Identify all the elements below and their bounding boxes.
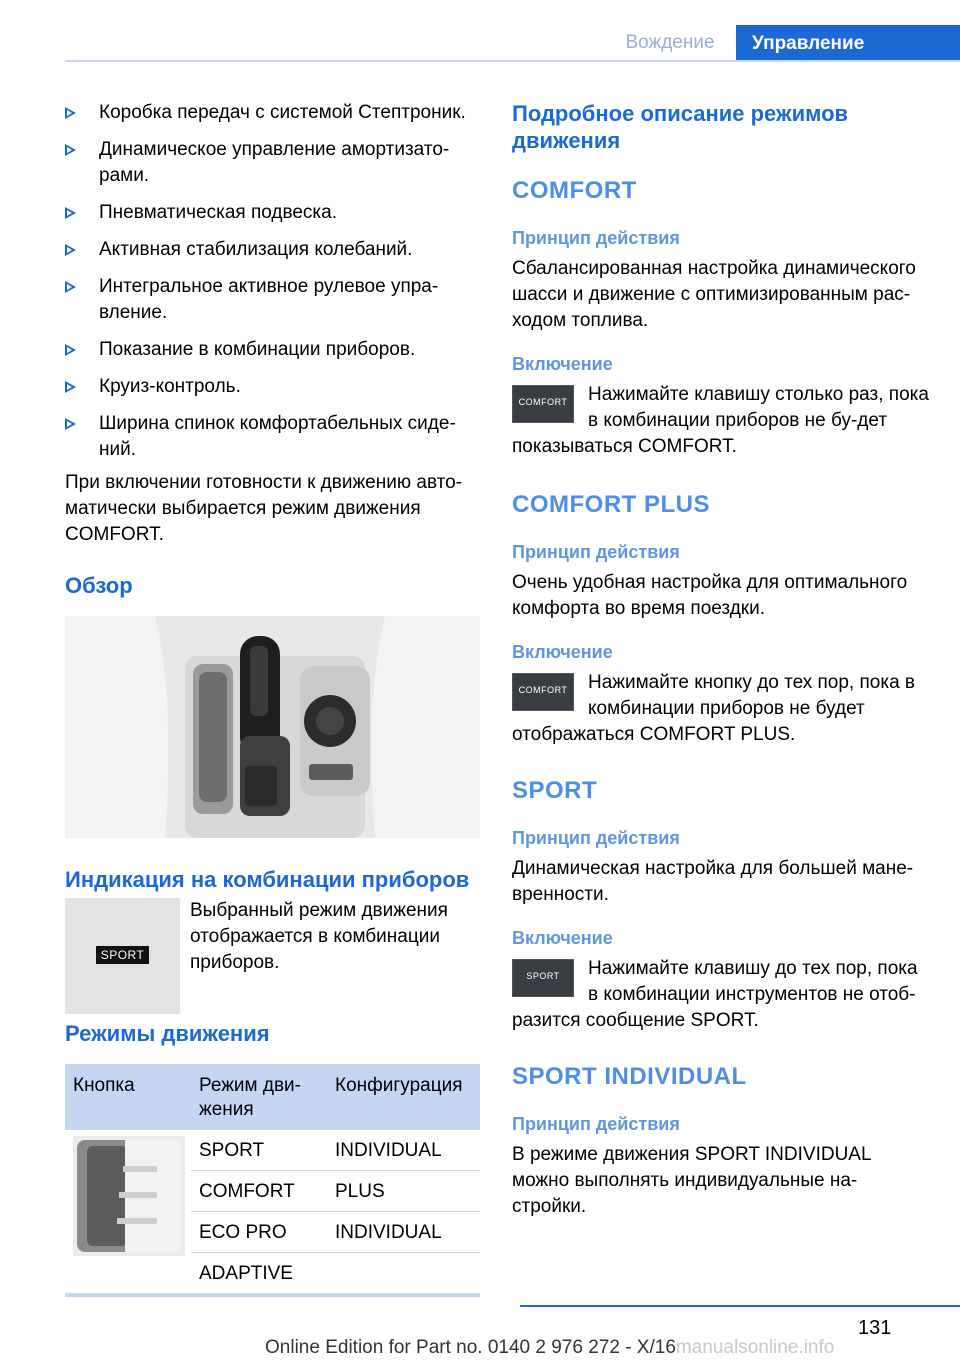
section-comfort-plus-heading: COMFORT PLUS	[512, 491, 710, 518]
comfort-button-image	[512, 673, 574, 711]
table-bottom-rule	[65, 1293, 480, 1297]
sport-indicator-badge: SPORT	[96, 946, 149, 964]
table-row	[65, 1130, 480, 1171]
activation-label: Включение	[512, 928, 613, 948]
triangle-bullet-icon	[65, 381, 76, 393]
modes-heading: Режимы движения	[65, 1021, 270, 1046]
button-image-cell	[65, 1130, 191, 1293]
details-heading: Подробное описание режимов движения	[512, 101, 849, 153]
page-number: 131	[858, 1317, 892, 1339]
config-cell: INDIVIDUAL	[327, 1212, 480, 1253]
mode-cell: COMFORT	[191, 1171, 327, 1212]
config-cell: INDIVIDUAL	[327, 1130, 480, 1171]
triangle-bullet-icon	[65, 344, 76, 356]
list-item: Динамическое управление амортизато-рами.	[65, 137, 480, 189]
button-label: SPORT	[526, 971, 560, 981]
overview-heading: Обзор	[65, 573, 133, 598]
center-console-photo	[65, 616, 480, 838]
triangle-bullet-icon	[65, 207, 76, 219]
activation-text: Нажимайте клавишу столько раз, пока в комбинации приборов не бу-дет показываться COMFORT.	[512, 384, 929, 457]
principle-text: Очень удобная настройка для оптимального комфорта во время поездки.	[512, 572, 908, 619]
principle-text: В режиме движения SPORT INDIVIDUAL можно выполнять индивидуальные на-стройки.	[512, 1144, 871, 1217]
indication-heading: Индикация на комбинации приборов	[65, 867, 470, 892]
triangle-bullet-icon	[65, 418, 76, 430]
button-label: COMFORT	[518, 685, 568, 695]
section-sport-heading: SPORT	[512, 777, 598, 804]
mode-cell: SPORT	[191, 1130, 327, 1171]
right-column	[512, 100, 930, 1220]
config-cell	[327, 1253, 480, 1294]
config-cell: PLUS	[327, 1171, 480, 1212]
principle-label: Принцип действия	[512, 1114, 680, 1134]
triangle-bullet-icon	[65, 281, 76, 293]
watermark: manualsonline.info	[675, 1337, 835, 1358]
list-item: Активная стабилизация колебаний.	[65, 237, 480, 263]
activation-text: Нажимайте клавишу до тех пор, пока в комбинации инструментов не отоб-разится сообщение SPORT.	[512, 958, 918, 1031]
mode-cell: ECO PRO	[191, 1212, 327, 1253]
column-header: Конфигурация	[327, 1064, 480, 1130]
comfort-button-image	[512, 385, 574, 423]
principle-text: Сбалансированная настройка динамического шасси и движение с оптимизированным рас-ходом топлива.	[512, 258, 916, 331]
indication-text: Выбранный режим движения отображается в комбинации приборов.	[190, 900, 448, 973]
list-item: Круиз-контроль.	[65, 374, 480, 400]
principle-label: Принцип действия	[512, 828, 680, 848]
footer-divider	[520, 1305, 960, 1307]
list-item: Показание в комбинации приборов.	[65, 337, 480, 363]
activation-label: Включение	[512, 354, 613, 374]
instrument-cluster-image	[65, 898, 180, 1014]
button-label: COMFORT	[518, 397, 568, 407]
list-item: Интегральное активное рулевое упра-вление.	[65, 274, 480, 326]
feature-list	[65, 100, 480, 463]
activation-text: Нажимайте кнопку до тех пор, пока в комбинации приборов не будет отображаться COMFORT PLUS.	[512, 672, 916, 745]
column-header: Кнопка	[65, 1064, 191, 1130]
triangle-bullet-icon	[65, 144, 76, 156]
tab-driving[interactable]: Вождение	[625, 32, 715, 53]
tab-controls[interactable]: Управление	[736, 25, 960, 62]
header-divider	[65, 60, 960, 62]
section-sport-individual-heading: SPORT INDIVIDUAL	[512, 1063, 747, 1090]
mode-buttons-photo	[73, 1136, 185, 1256]
principle-label: Принцип действия	[512, 542, 680, 562]
activation-block	[512, 670, 930, 748]
triangle-bullet-icon	[65, 107, 76, 119]
modes-table	[65, 1064, 480, 1293]
activation-label: Включение	[512, 642, 613, 662]
principle-label: Принцип действия	[512, 228, 680, 248]
triangle-bullet-icon	[65, 244, 76, 256]
section-comfort-heading: COMFORT	[512, 177, 637, 204]
activation-block	[512, 382, 930, 460]
sport-button-image	[512, 959, 574, 997]
list-item: Ширина спинок комфортабельных сиде-ний.	[65, 411, 480, 463]
column-header: Режим дви-жения	[191, 1064, 327, 1130]
activation-block	[512, 956, 930, 1034]
table-header-row	[65, 1064, 480, 1130]
footer-edition: Online Edition for Part no. 0140 2 976 272 - X/16manualsonline.info	[265, 1337, 835, 1358]
left-column	[65, 100, 480, 1297]
mode-cell: ADAPTIVE	[199, 1263, 293, 1284]
indication-block	[65, 898, 480, 1014]
intro-paragraph: При включении готовности к движению авто-матически выбирается режим движения COMFORT.	[65, 472, 463, 545]
list-item: Пневматическая подвеска.	[65, 200, 480, 226]
list-item: Коробка передач с системой Стептроник.	[65, 100, 480, 126]
principle-text: Динамическая настройка для большей мане-вренности.	[512, 858, 914, 905]
